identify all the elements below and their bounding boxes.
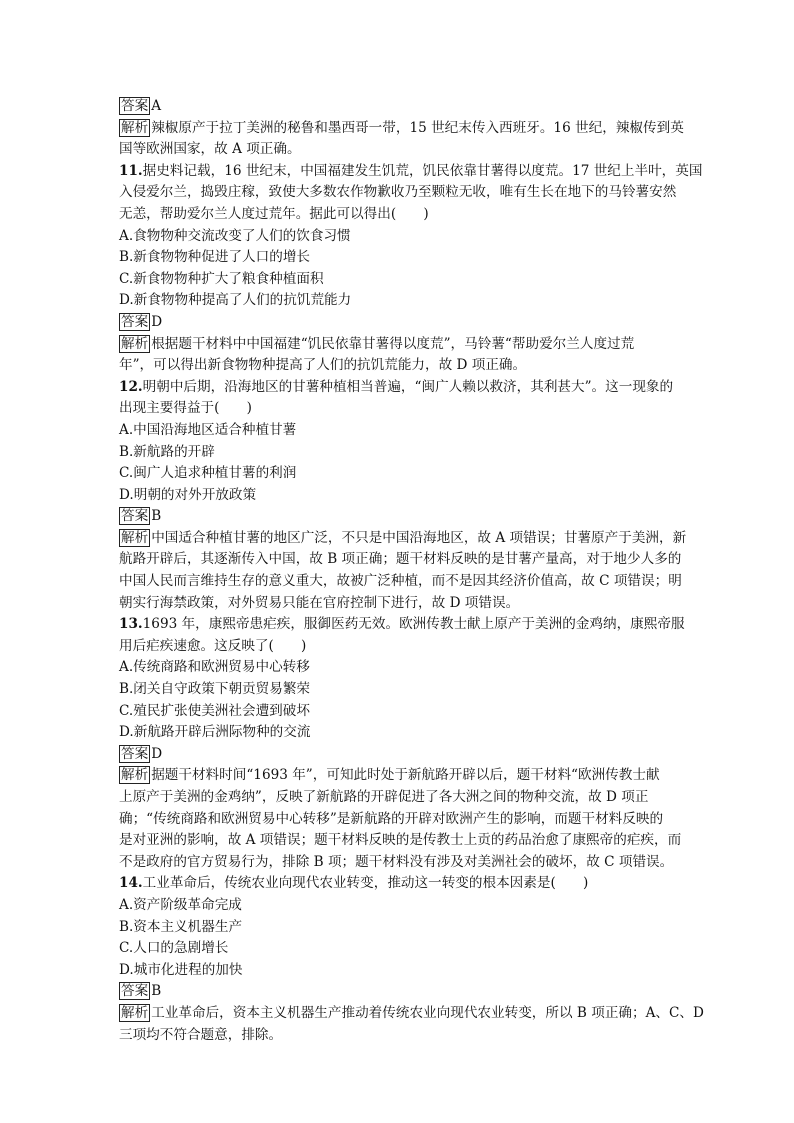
- analysis-tag: 解析: [121, 529, 149, 546]
- answer-value: D: [151, 313, 163, 330]
- analysis-line: 航路开辟后，其逐渐传入中国，故 B 项正确；题干材料反映的是甘薯产量高，对于地少人多的: [119, 551, 682, 568]
- answer-tag: 答案: [121, 313, 149, 330]
- answer-value: B: [151, 983, 162, 1000]
- question-stem: 用后疟疾速愈。这反映了( ): [119, 637, 307, 654]
- option: D.城市化进程的加快: [119, 961, 243, 978]
- answer-line: [119, 312, 679, 334]
- analysis-text: 工业革命后，资本主义机器生产推动着传统农业向现代农业转变，所以 B 项正确；A、C、D: [151, 1004, 704, 1021]
- answer-tag: 答案: [121, 508, 149, 525]
- analysis-line: [119, 334, 679, 356]
- analysis-text: 据题干材料时间“1693 年”，可知此时处于新航路开辟以后，题干材料“欧洲传教士献: [151, 767, 660, 784]
- analysis-line: [119, 765, 679, 787]
- analysis-line: 朝实行海禁政策，对外贸易只能在官府控制下进行，故 D 项错误。: [119, 594, 520, 611]
- option: C.闽广人追求种植甘薯的利润: [119, 465, 297, 482]
- option: B.新航路的开辟: [119, 443, 215, 460]
- analysis-line: 是对亚洲的影响，故 A 项错误；题干材料反映的是传教士上贡的药品治愈了康熙帝的疟疾，而: [119, 832, 682, 849]
- option: C.新食物物种扩大了粮食种植面积: [119, 270, 324, 287]
- answer-tag: 答案: [121, 98, 149, 114]
- analysis-line: 国等欧洲国家，故 A 项正确。: [119, 141, 301, 158]
- option: A.资产阶级革命完成: [119, 896, 242, 913]
- analysis-text: 根据题干材料中中国福建“饥民依靠甘薯得以度荒”，马铃薯“帮助爱尔兰人度过荒: [151, 335, 635, 352]
- analysis-line: 年”，可以得出新食物物种提高了人们的抗饥荒能力，故 D 项正确。: [119, 357, 527, 374]
- answer-tag: 答案: [121, 983, 149, 1000]
- option: C.殖民扩张使美洲社会遭到破坏: [119, 702, 310, 719]
- analysis-text: 中国适合种植甘薯的地区广泛，不只是中国沿海地区，故 A 项错误；甘薯原产于美洲，新: [151, 529, 687, 546]
- question-number: 11.: [119, 162, 143, 179]
- analysis-line: 不是政府的官方贸易行为，排除 B 项；题干材料没有涉及对美洲社会的破坏，故 C 项错误。: [119, 853, 674, 870]
- question-stem: 13.1693 年，康熙帝患疟疾，服御医药无效。欧洲传教士献上原产于美洲的金鸡纳，康熙帝服: [119, 616, 685, 633]
- answer-line: [119, 506, 679, 528]
- question-number: 13.: [119, 616, 143, 633]
- analysis-line: 确；“传统商路和欧洲贸易中心转移”是新航路的开辟对欧洲产生的影响，而题干材料反映的: [119, 810, 664, 827]
- question-stem: 无恙，帮助爱尔兰人度过荒年。据此可以得出( ): [119, 205, 429, 222]
- analysis-tag: 解析: [121, 335, 149, 352]
- question-number: 12.: [119, 378, 143, 395]
- analysis-line: [119, 1003, 704, 1025]
- question-stem: 12.明朝中后期，沿海地区的甘薯种植相当普遍，“闽广人赖以救济，其利甚大”。这一现象的: [119, 378, 674, 395]
- analysis-line: [119, 528, 687, 550]
- analysis-text: 辣椒原产于拉丁美洲的秘鲁和墨西哥一带，15 世纪末传入西班牙。16 世纪，辣椒传到英: [151, 119, 684, 136]
- answer-tag: 答案: [121, 745, 149, 762]
- option: A.传统商路和欧洲贸易中心转移: [119, 659, 310, 676]
- option: A.食物物种交流改变了人们的饮食习惯: [119, 227, 351, 244]
- answer-value: D: [151, 745, 163, 762]
- analysis-line: 中国人民而言维持生存的意义重大，故被广泛种植，而不是因其经济价值高，故 C 项错误；明: [119, 573, 682, 590]
- question-stem: 入侵爱尔兰，捣毁庄稼，致使大多数农作物歉收乃至颗粒无收，唯有生长在地下的马铃薯安然: [119, 184, 677, 201]
- answer-value: B: [151, 508, 162, 525]
- answer-line: [119, 96, 679, 118]
- analysis-line: 上原产于美洲的金鸡纳”，反映了新航路的开辟促进了各大洲之间的物种交流，故 D 项正: [119, 789, 649, 805]
- option: D.新航路开辟后洲际物种的交流: [119, 724, 311, 741]
- analysis-tag: 解析: [121, 767, 149, 784]
- option: B.新食物物种促进了人口的增长: [119, 249, 311, 266]
- document-page: [119, 96, 704, 1046]
- answer-value: A: [151, 98, 162, 114]
- question-number: 14.: [119, 875, 143, 892]
- analysis-tag: 解析: [121, 1004, 149, 1021]
- analysis-line: [119, 118, 684, 140]
- option: A.中国沿海地区适合种植甘薯: [119, 421, 297, 438]
- option: B.闭关自守政策下朝贡贸易繁荣: [119, 681, 311, 698]
- question-stem: 14.工业革命后，传统农业向现代农业转变，推动这一转变的根本因素是( ): [119, 875, 589, 892]
- option: D.新食物物种提高了人们的抗饥荒能力: [119, 292, 352, 309]
- option: D.明朝的对外开放政策: [119, 486, 257, 503]
- analysis-line: 三项均不符合题意，排除。: [119, 1026, 283, 1043]
- analysis-tag: 解析: [121, 119, 149, 136]
- answer-line: [119, 981, 679, 1003]
- option: B.资本主义机器生产: [119, 918, 243, 935]
- question-stem: 11.据史料记载，16 世纪末，中国福建发生饥荒，饥民依靠甘薯得以度荒。17 世纪上半叶，英国: [119, 162, 703, 179]
- option: C.人口的急剧增长: [119, 940, 229, 957]
- question-stem: 出现主要得益于( ): [119, 400, 252, 417]
- answer-line: [119, 744, 679, 766]
